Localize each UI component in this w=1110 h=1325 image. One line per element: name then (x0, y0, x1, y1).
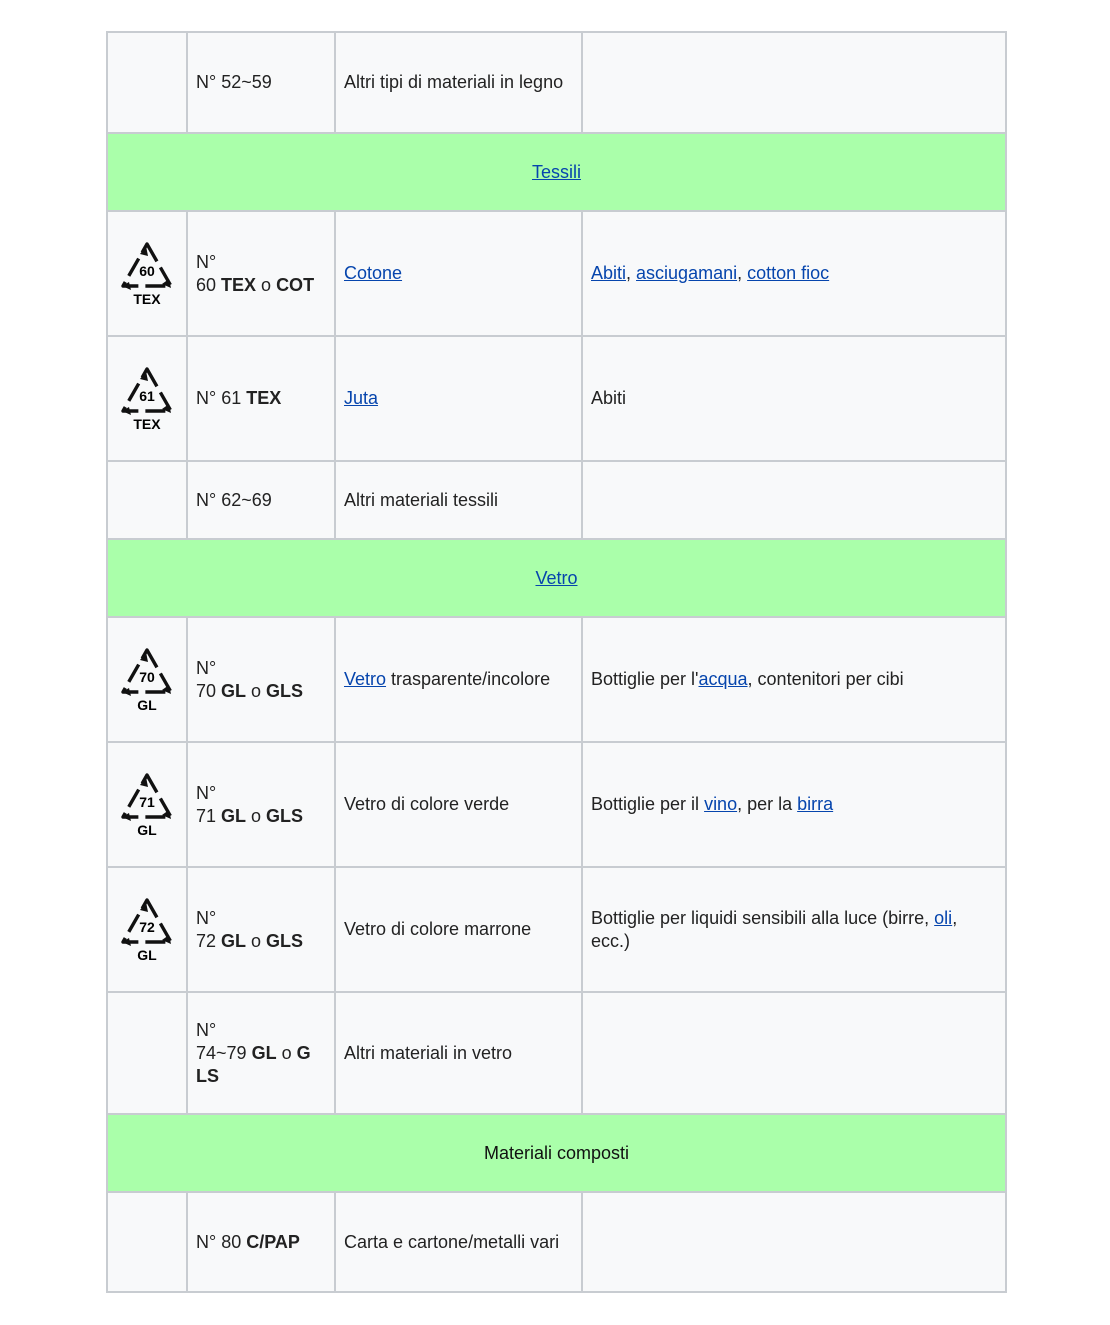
text-part: Carta e cartone/metalli vari (344, 1231, 560, 1252)
text-part: , ecc.) (591, 907, 958, 951)
icon-cell (107, 336, 187, 461)
text-part: N° (196, 657, 217, 678)
text-part: Vetro di colore marrone (344, 919, 532, 939)
material-cell (335, 617, 582, 742)
material-cell (335, 336, 582, 461)
uses-cell (582, 32, 1006, 133)
code-part-bold: TEX (221, 274, 257, 295)
text-part: o (276, 1042, 297, 1063)
text-part: N° (196, 251, 217, 272)
icon-number: 71 (139, 793, 155, 810)
uses-cell (582, 617, 1006, 742)
icon-label: GL (137, 821, 157, 838)
text-part: o (246, 930, 267, 951)
code-part-bold: GLS (266, 805, 304, 826)
code-part-bold: LS (196, 1065, 220, 1086)
table-row (107, 1192, 1006, 1292)
wiki-link[interactable]: oli (934, 907, 953, 928)
section-title[interactable]: Tessili (531, 161, 581, 182)
code-part-bold: GLS (266, 680, 304, 701)
text-part: Altri materiali tessili (344, 489, 499, 510)
text-part: 72 (196, 930, 222, 951)
icon-cell (107, 992, 187, 1114)
text-part: 74~79 (196, 1042, 252, 1063)
code-part-bold: COT (276, 274, 315, 295)
code-cell (187, 461, 335, 539)
code-part-bold: TEX (246, 388, 282, 408)
uses-cell (582, 867, 1006, 992)
code-cell (187, 32, 335, 133)
code-part-bold: GL (251, 1042, 277, 1063)
text-part: , contenitori per cibi (747, 669, 904, 689)
text-part: 60 (196, 274, 222, 295)
text-part: Bottiglie per il (591, 794, 705, 814)
section-row (107, 133, 1006, 211)
table-row (107, 617, 1006, 742)
section-header (107, 539, 1006, 617)
text-part: Altri tipi di materiali in legno (344, 72, 564, 92)
material-cell (335, 742, 582, 867)
icon-label: GL (137, 946, 157, 963)
wiki-link[interactable]: cotton fioc (747, 263, 830, 283)
text-part: , (626, 263, 637, 283)
material-cell (335, 1192, 582, 1292)
text-part: , per la (737, 794, 798, 814)
icon-cell (107, 32, 187, 133)
table-row (107, 867, 1006, 992)
material-cell (335, 992, 582, 1114)
code-part-bold: G (296, 1042, 311, 1063)
text-part: N° 80 (196, 1231, 247, 1252)
icon-cell (107, 461, 187, 539)
uses-cell (582, 1192, 1006, 1292)
uses-cell (582, 992, 1006, 1114)
code-cell (187, 992, 335, 1114)
code-part-bold: GL (221, 805, 247, 826)
uses-cell (582, 742, 1006, 867)
recycling-triangle-icon (117, 644, 177, 716)
icon-label: TEX (133, 290, 161, 307)
table-row (107, 32, 1006, 133)
text-part: N° 62~69 (196, 489, 272, 510)
code-part-bold: GL (221, 930, 247, 951)
table-row (107, 992, 1006, 1114)
resin-codes-table (106, 31, 1007, 1293)
icon-cell (107, 617, 187, 742)
text-part: N° (196, 907, 217, 928)
wiki-link[interactable]: asciugamani (636, 263, 738, 283)
text-part: Vetro di colore verde (344, 794, 510, 814)
icon-number: 72 (139, 918, 155, 935)
text-part: Bottiglie per liquidi sensibili alla luce (birre, (591, 907, 935, 928)
section-row (107, 539, 1006, 617)
recycling-triangle-icon (117, 238, 177, 310)
wiki-link[interactable]: Abiti (591, 263, 627, 283)
table-row (107, 336, 1006, 461)
material-cell (335, 211, 582, 336)
text-part: 71 (196, 805, 222, 826)
wiki-link[interactable]: acqua (698, 669, 748, 689)
code-cell (187, 1192, 335, 1292)
table-row (107, 461, 1006, 539)
section-header (107, 133, 1006, 211)
uses-cell (582, 336, 1006, 461)
wiki-link[interactable]: birra (797, 794, 834, 814)
recycling-triangle-icon (117, 769, 177, 841)
recycling-triangle-icon (117, 894, 177, 966)
code-cell (187, 867, 335, 992)
text-part: 70 (196, 680, 222, 701)
text-part: Bottiglie per l' (591, 669, 699, 689)
icon-cell (107, 742, 187, 867)
wiki-link[interactable]: Cotone (344, 263, 403, 283)
icon-cell (107, 1192, 187, 1292)
text-part: Abiti (591, 388, 627, 408)
section-row (107, 1114, 1006, 1192)
material-cell (335, 461, 582, 539)
text-part: , (737, 263, 748, 283)
text-part: trasparente/incolore (386, 669, 551, 689)
icon-label: GL (137, 696, 157, 713)
code-cell (187, 211, 335, 336)
text-part: N° 52~59 (196, 72, 272, 92)
material-cell (335, 867, 582, 992)
uses-cell (582, 461, 1006, 539)
text-part: N° 61 (196, 388, 247, 408)
section-title: Materiali composti (483, 1142, 630, 1163)
text-part: o (256, 274, 277, 295)
text-part: N° (196, 1019, 217, 1040)
code-cell (187, 742, 335, 867)
wiki-link[interactable]: vino (704, 794, 738, 814)
wiki-link[interactable]: Juta (344, 388, 379, 408)
uses-cell (582, 211, 1006, 336)
recycling-triangle-icon (117, 363, 177, 435)
table-row (107, 742, 1006, 867)
code-cell (187, 617, 335, 742)
code-cell (187, 336, 335, 461)
icon-number: 61 (139, 387, 155, 404)
table-row (107, 211, 1006, 336)
section-title[interactable]: Vetro (535, 567, 578, 588)
text-part: o (246, 680, 267, 701)
text-part: o (246, 805, 267, 826)
text-part: Altri materiali in vetro (344, 1042, 513, 1063)
icon-cell (107, 211, 187, 336)
icon-label: TEX (133, 415, 161, 432)
section-header (107, 1114, 1006, 1192)
code-part-bold: C/PAP (246, 1231, 300, 1252)
icon-cell (107, 867, 187, 992)
material-cell (335, 32, 582, 133)
icon-number: 70 (139, 668, 155, 685)
code-part-bold: GLS (266, 930, 304, 951)
code-part-bold: GL (221, 680, 247, 701)
wiki-link[interactable]: Vetro (344, 669, 387, 689)
icon-number: 60 (139, 262, 155, 279)
text-part: N° (196, 782, 217, 803)
